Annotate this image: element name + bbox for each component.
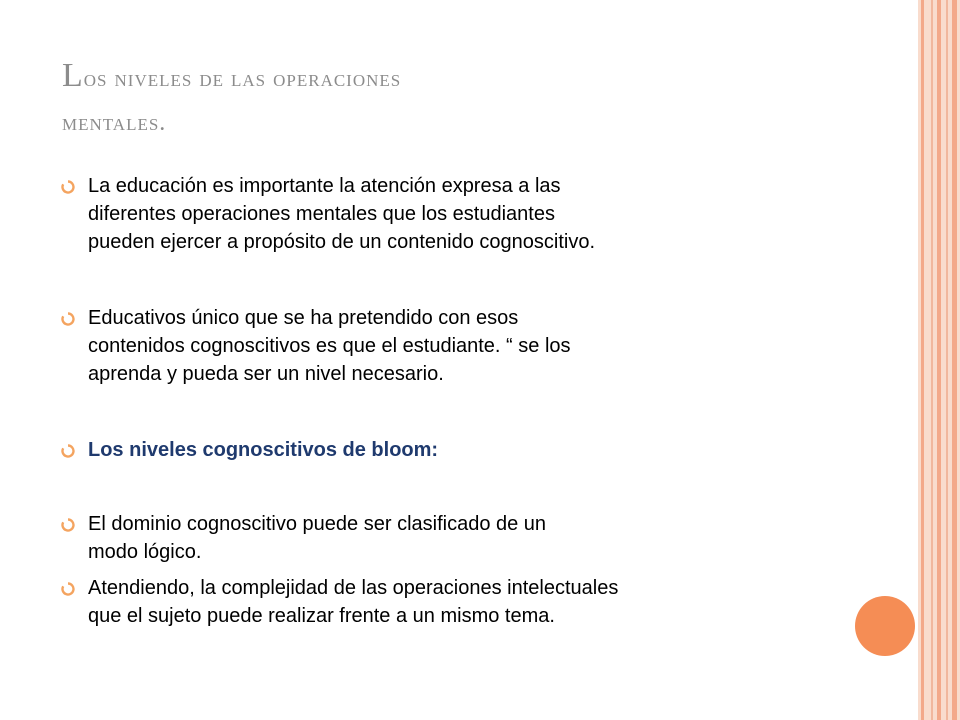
- decorative-stripe: [937, 0, 941, 720]
- decorative-circle: [855, 596, 915, 656]
- decorative-stripe: [952, 0, 957, 720]
- title-line1: os niveles de las operaciones: [83, 66, 402, 92]
- ring-bullet-icon: [61, 582, 75, 596]
- ring-bullet-icon: [61, 180, 75, 194]
- decorative-stripe: [921, 0, 924, 720]
- bullet-text: La educación es importante la atención expresa a las diferentes operaciones mentales que los estudiantes pueden ejercer a propósito de un contenido cognoscitivo.: [88, 175, 596, 253]
- decorative-stripe: [946, 0, 948, 720]
- bullet-text: El dominio cognoscitivo puede ser clasificado de un modo lógico.: [88, 513, 547, 563]
- ring-bullet-icon: [61, 312, 75, 326]
- bullet-text: Atendiendo, la complejidad de las operaciones intelectuales que el sujeto puede realizar frente a un mismo tema.: [88, 577, 619, 627]
- slide-title: [62, 54, 822, 145]
- title-initial: L: [62, 57, 84, 94]
- bullet-heading-text: Los niveles cognoscitivos de bloom:: [88, 439, 439, 461]
- decorative-stripe: [931, 0, 933, 720]
- ring-bullet-icon: [61, 518, 75, 532]
- ring-bullet-icon: [61, 444, 75, 458]
- bullet-text: Educativos único que se ha pretendido con esos contenidos cognoscitivos es que el estudiante. “ se los aprenda y pueda ser un nivel necesario.: [88, 307, 571, 385]
- title-line2: mentales.: [62, 110, 167, 136]
